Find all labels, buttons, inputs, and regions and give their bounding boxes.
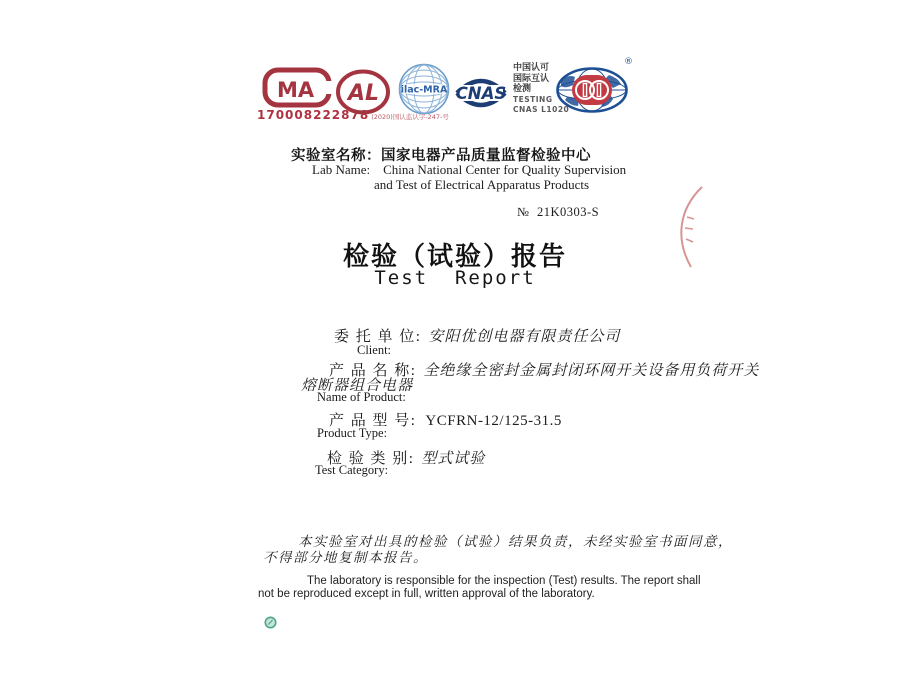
product-type-label-en: Product Type: xyxy=(317,426,388,440)
accreditation-line-2: 国际互认 xyxy=(513,73,550,84)
accreditation-line-3: 检测 xyxy=(513,84,532,94)
disclaimer-zh-line1: 本实验室对出具的检验（试验）结果负责，未经实验室书面同意， xyxy=(298,534,733,549)
lab-name-en-line2: and Test of Electrical Apparatus Products xyxy=(374,177,590,192)
report-number-prefix: № xyxy=(517,205,529,219)
accreditation-line-5: CNAS L1020 xyxy=(513,105,570,114)
red-stamp-fragment-icon xyxy=(664,183,708,276)
test-category-label-zh: 检 验 类 别: xyxy=(327,451,415,467)
green-seal-mark-icon xyxy=(264,616,277,634)
client-label-zh: 委 托 单 位: xyxy=(334,329,422,345)
cal-logo-text: AL xyxy=(348,81,380,106)
test-category-value: 型式试验 xyxy=(421,451,486,467)
product-name-label-zh: 产 品 名 称: xyxy=(329,363,417,379)
report-title-zh: 检验（试验）报告 xyxy=(342,242,567,272)
cnas-logo-text: CNAS xyxy=(455,84,507,103)
report-number-value: 21K0303-S xyxy=(536,205,600,219)
disclaimer-en-line1: The laboratory is responsible for the inspection (Test) results. The report shall xyxy=(307,575,701,587)
report-number xyxy=(517,205,599,220)
ilac-logo-text: ilac-MRA xyxy=(400,84,448,96)
lab-name-zh-value: 国家电器产品质量监督检验中心 xyxy=(381,148,591,164)
disclaimer-zh-line2: 不得部分地复制本报告。 xyxy=(263,550,428,565)
report-title-en: Test Report xyxy=(374,267,536,289)
product-type-value: YCFRN-12/125-31.5 xyxy=(425,413,562,429)
registered-trademark-symbol: ® xyxy=(624,57,633,67)
lab-name-en-label: Lab Name: xyxy=(312,162,371,177)
test-category-label-en: Test Category: xyxy=(315,463,389,477)
product-type-label-zh: 产 品 型 号: xyxy=(329,413,417,429)
lab-name-zh-label: 实验室名称： xyxy=(291,148,381,164)
product-name-label-en: Name of Product: xyxy=(317,390,406,404)
accreditation-line-4: TESTING xyxy=(513,94,553,104)
cma-logo-text: MA xyxy=(277,78,315,102)
cal-logo-icon xyxy=(335,69,391,120)
disclaimer-en-line2: not be reproduced except in full, written approval of the laboratory. xyxy=(258,588,595,600)
cma-number-text: 170008222878 xyxy=(257,108,370,122)
lab-name-en-value: China National Center for Quality Supervision xyxy=(383,162,627,177)
ilac-mra-logo-icon xyxy=(398,63,450,120)
client-label-en: Client: xyxy=(357,343,392,357)
accreditation-line-1: 中国认可 xyxy=(513,63,550,73)
client-value: 安阳优创电器有限责任公司 xyxy=(428,329,621,345)
cma-cert-text: (2020)国认监认字-247-号 xyxy=(371,113,449,121)
globe-certification-logo-icon xyxy=(555,66,629,119)
product-name-value-line1: 全绝缘全密封金属封闭环网开关设备用负荷开关 xyxy=(423,363,760,379)
lab-name-en-line1 xyxy=(312,162,626,178)
cnas-logo-icon xyxy=(454,74,508,117)
product-name-value-line2: 熔断器组合电器 xyxy=(301,378,414,394)
